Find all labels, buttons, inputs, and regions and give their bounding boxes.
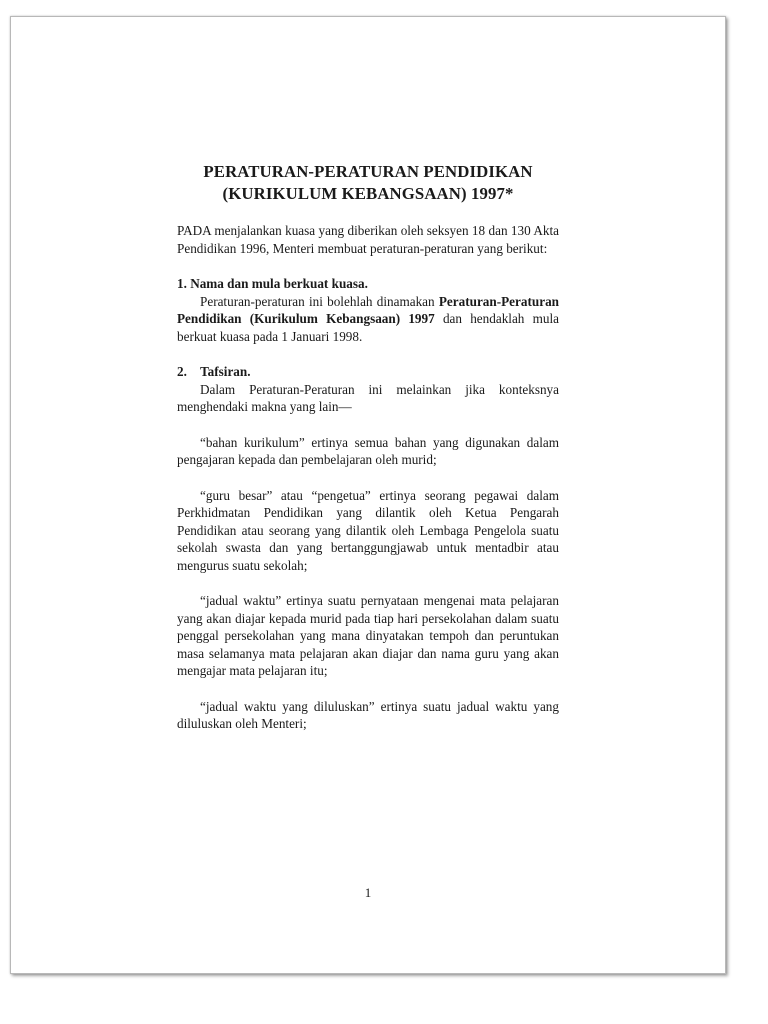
document-page (10, 16, 726, 974)
definition-paragraph: “jadual waktu” ertinya suatu pernyataan mengenai mata pelajaran yang akan diajar kepada murid pada tiap hari persekolahan dalam suatu penggal persekolahan yang mana dinyatakan tempoh dan peruntukan masa selamanya mata pelajaran akan diajar dan nama guru yang akan mengajar mata pelajaran itu; (177, 593, 559, 678)
section-1-paragraph (177, 293, 559, 346)
section-2-heading: 2. Tafsiran. (177, 364, 251, 379)
document-title (177, 161, 559, 205)
section-1-text-before: Peraturan-peraturan ini bolehlah dinamakan (200, 293, 439, 309)
page-number: 1 (364, 885, 372, 900)
definition-paragraph: “bahan kurikulum” ertinya semua bahan yang digunakan dalam pengajaran kepada dan pembelajaran oleh murid; (177, 434, 559, 467)
section-1-text-after: dan hendaklah mula berkuat kuasa pada 1 Januari 1998. (177, 311, 559, 344)
definition-paragraph: “guru besar” atau “pengetua” ertinya seorang pegawai dalam Perkhidmatan Pendidikan yang dilantik oleh Ketua Pengarah Pendidikan atau seorang yang dilantik oleh Lembaga Pengelola suatu sekolah swasta dan yang bertanggungjawab untuk mentadbir atau mengurus suatu sekolah; (177, 487, 559, 573)
page-content (177, 161, 559, 733)
definition-paragraph: “jadual waktu yang diluluskan” ertinya suatu jadual waktu yang diluluskan oleh Menteri; (177, 698, 559, 731)
section-2-intro: Dalam Peraturan-Peraturan ini melainkan jika konteksnya menghendaki makna yang lain— (177, 381, 559, 414)
section-1-heading: 1. Nama dan mula berkuat kuasa. (177, 276, 368, 291)
title-line-1: PERATURAN-PERATURAN PENDIDIKAN (203, 162, 533, 181)
preamble-paragraph: PADA menjalankan kuasa yang diberikan oleh seksyen 18 dan 130 Akta Pendidikan 1996, Menteri membuat peraturan-peraturan yang berikut: (177, 223, 559, 256)
title-line-2: (KURIKULUM KEBANGSAAN) 1997* (222, 184, 514, 203)
section-1-regulation-name: Peraturan-Peraturan Pendidikan (Kurikulum Kebangsaan) 1997 (177, 293, 559, 326)
